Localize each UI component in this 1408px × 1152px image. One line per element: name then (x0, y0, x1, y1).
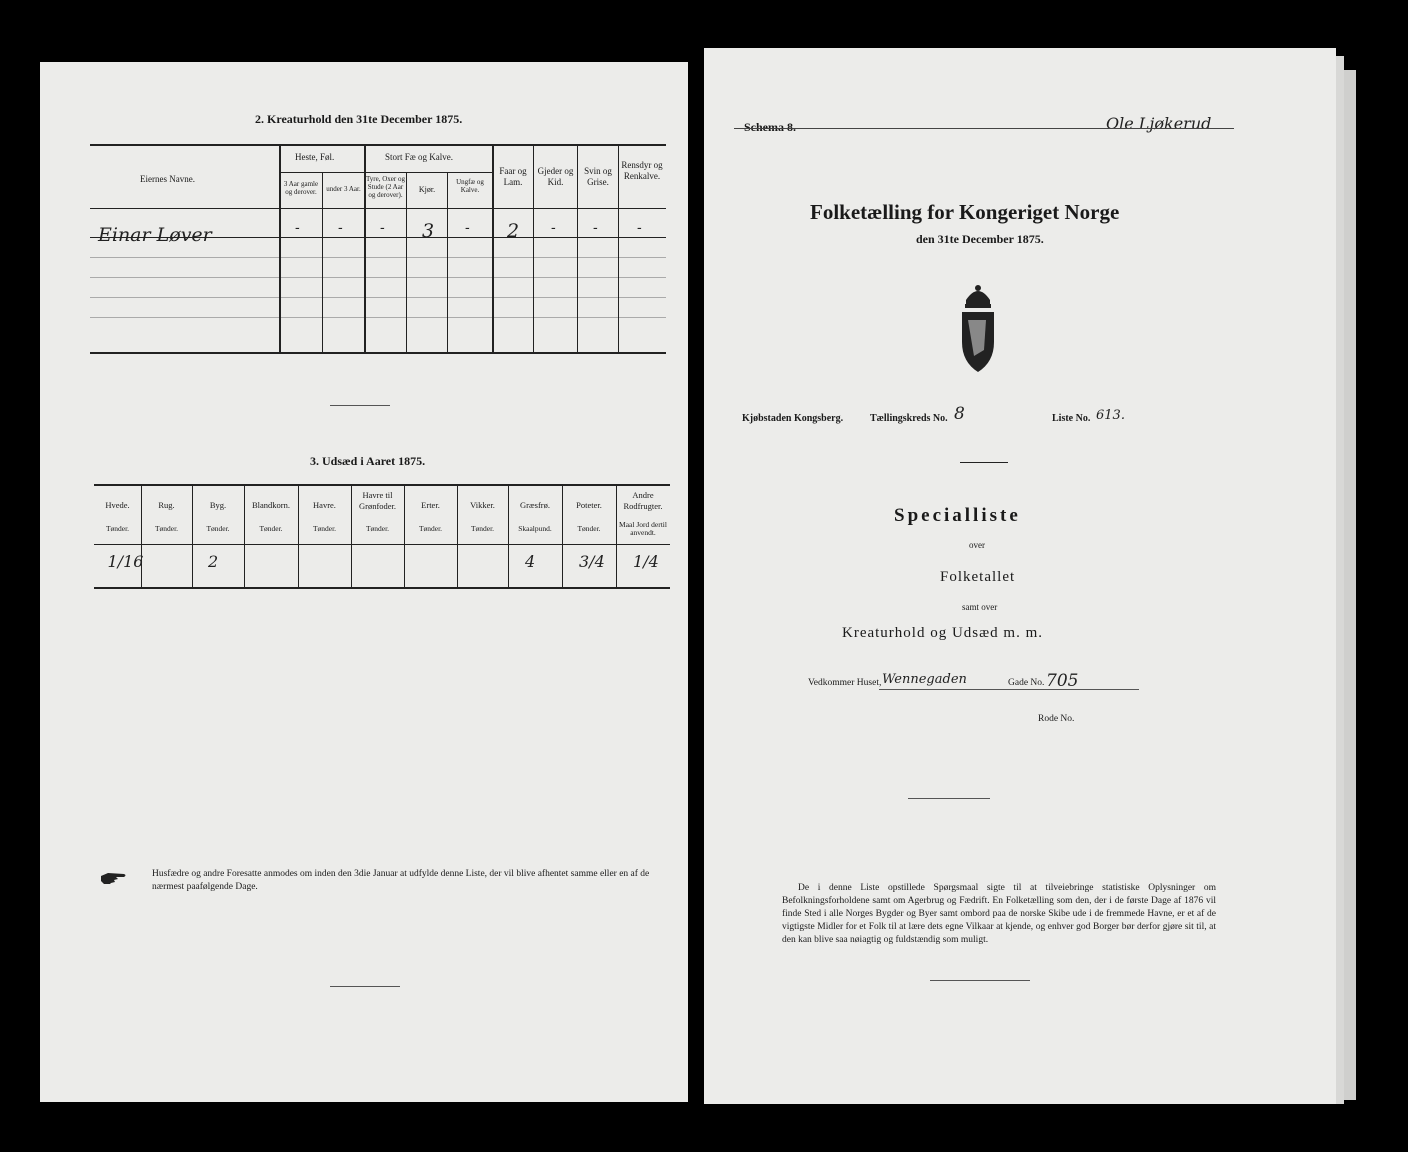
seed-unit: Tønder. (105, 524, 130, 533)
samt-over-text: samt over (962, 602, 998, 612)
seed-header: Erter. (421, 500, 440, 510)
kreds-label: Tællingskreds No. (870, 413, 948, 424)
seed-value: 2 (208, 552, 219, 571)
horses-3yr-header: 3 Aar gamle og derover. (283, 180, 319, 196)
seed-header: Poteter. (576, 500, 602, 510)
seed-value: 1/16 (107, 552, 144, 571)
kreds-number: 8 (954, 404, 965, 424)
horses-group-header: Heste, Føl. (295, 152, 335, 162)
goats-header: Gjeder og Kid. (537, 166, 574, 187)
seed-unit: Tønder. (154, 524, 179, 533)
seed-header: Hvede. (105, 500, 130, 510)
seed-header: Græsfrø. (520, 500, 550, 510)
seed-unit: Tønder. (470, 524, 495, 533)
cell-young-cattle: - (465, 220, 470, 236)
seed-unit: Tønder. (206, 524, 230, 533)
notice-text: Husfædre og andre Foresatte anmodes om inden den 3die Januar at udfylde denne Liste, der vil blive afhentet samme eller en af de nærmest paafølgende Dage. (152, 869, 650, 892)
owner-name-entry: Einar Løver (98, 224, 212, 246)
instruction-paragraph: De i denne Liste opstillede Spørgsmaal sigte til at tilveiebringe statistiske Oplysninger om Befolkningsforholdene samt om Agerbrug og Fædrift. En Folketælling som den, der i de første Dage af 1876 vil finde Sted i alle Norges Bygder og Byer samt ombord paa de norske Skibe ude i de fremmede Havne, er et af de vigtigste Midler for et Folk til at lære dets egne Vilkaar at kjende, og enhver god Borger bør derfor gjøre sit til, at den kan blive saa nøiagtig og fuldstændig som muligt. (782, 883, 1216, 945)
seed-value: 3/4 (579, 552, 605, 571)
cell-sheep: 2 (507, 220, 520, 242)
seed-value: 4 (525, 552, 536, 571)
seed-unit: Tønder. (259, 524, 283, 533)
vedkommer-label: Vedkommer Huset, (808, 678, 882, 688)
pigs-header: Svin og Grise. (584, 166, 612, 187)
cell-goats: - (551, 220, 556, 236)
seed-header: Havre til Grønfoder. (358, 490, 397, 511)
kreaturhold-text: Kreaturhold og Udsæd m. m. (842, 625, 1043, 641)
over-text: over (969, 540, 985, 550)
street-name: Wennegaden (882, 672, 967, 687)
cell-bulls: - (380, 220, 385, 236)
seed-header: Vikker. (470, 500, 495, 510)
cattle-group-header: Stort Fæ og Kalve. (385, 152, 454, 162)
main-title: Folketælling for Kongeriget Norge (810, 200, 1120, 224)
gade-number: 705 (1046, 671, 1079, 691)
cattle-bulls-header: Tyre, Oxer og Stude (2 Aar og derover). (366, 175, 405, 199)
rode-label: Rode No. (1038, 714, 1075, 724)
sheep-header: Faar og Lam. (499, 166, 527, 187)
seed-unit: Tønder. (577, 524, 601, 533)
cattle-young-header: Ungfæ og Kalve. (456, 178, 484, 194)
cell-horses-under3: - (338, 220, 343, 236)
right-page (704, 48, 1336, 1104)
seed-unit: Skaalpund. (518, 524, 552, 533)
owner-name-header: Eiernes Navne. (140, 174, 195, 184)
liste-number: 613. (1096, 408, 1125, 423)
left-page (40, 62, 688, 1102)
gade-label: Gade No. (1008, 678, 1045, 688)
cell-reindeer: - (637, 220, 642, 236)
cell-pigs: - (593, 220, 598, 236)
seed-header: Rug. (158, 500, 175, 510)
seed-unit: Tønder. (418, 524, 443, 533)
seed-header: Andre Rodfrugter. (623, 490, 663, 511)
seed-header: Havre. (313, 500, 336, 510)
seed-header: Byg. (209, 500, 227, 510)
special-list-title: Specialliste (894, 505, 1021, 526)
section2-title: 2. Kreaturhold den 31te December 1875. (255, 112, 463, 126)
seed-value: 1/4 (633, 552, 659, 571)
seed-unit: Tønder. (365, 524, 390, 533)
signature: Ole Ljøkerud (1106, 114, 1212, 133)
cell-horses-3yr: - (295, 220, 300, 236)
kjobstad-label: Kjøbstaden Kongsberg. (742, 413, 844, 424)
horses-under3-header: under 3 Aar. (326, 185, 361, 193)
census-date: den 31te December 1875. (916, 232, 1044, 246)
seed-header: Blandkorn. (251, 500, 290, 510)
seed-unit: Tønder. (312, 524, 337, 533)
schema-label: Schema 8. (744, 120, 796, 134)
seed-unit: Maal Jord dertil anvendt. (619, 520, 667, 537)
coat-of-arms-icon (956, 280, 1000, 376)
folketallet-text: Folketallet (940, 569, 1016, 585)
reindeer-header: Rensdyr og Renkalve. (621, 160, 663, 181)
liste-label: Liste No. (1052, 413, 1091, 424)
cell-cows: 3 (422, 220, 435, 242)
cattle-cows-header: Kjør. (418, 185, 436, 194)
pointing-hand-icon (100, 870, 128, 886)
section3-title: 3. Udsæd i Aaret 1875. (310, 454, 426, 468)
